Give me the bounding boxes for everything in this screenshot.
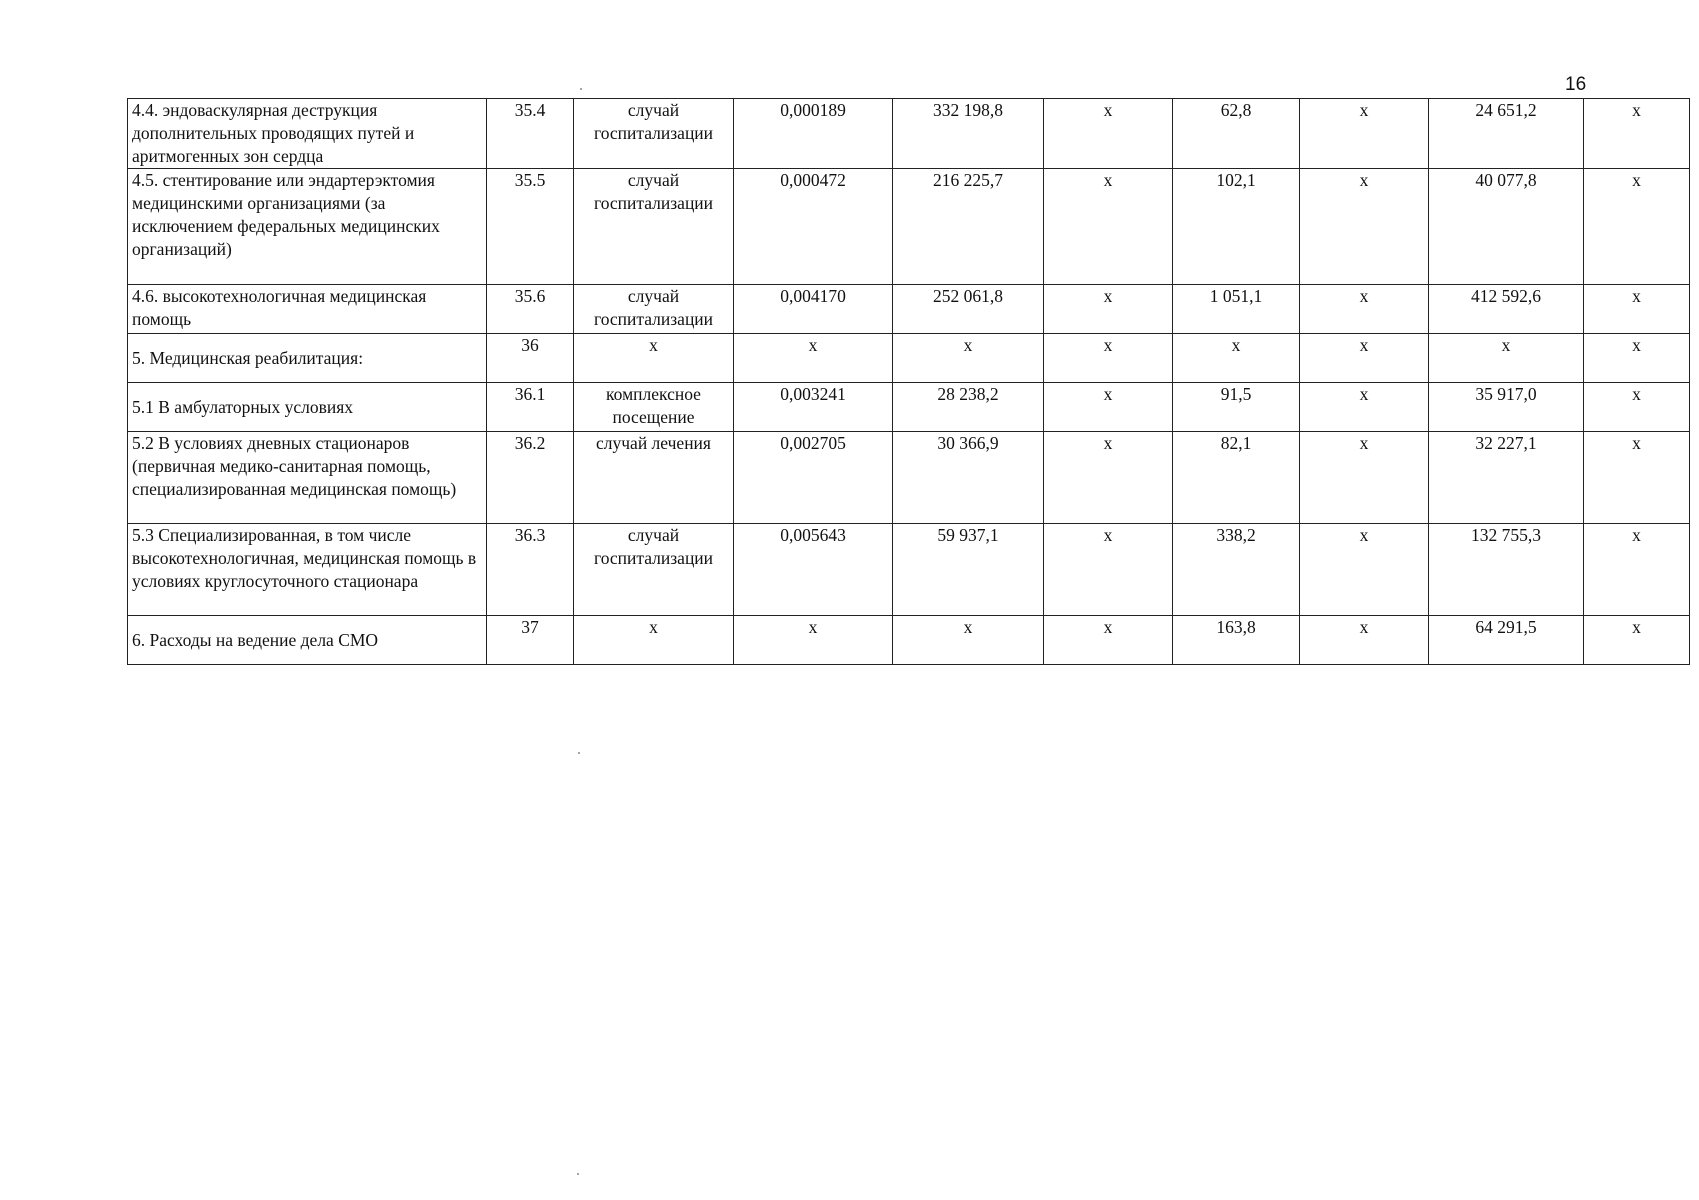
cell-cost: 28 238,2 [893,383,1044,432]
row-unit: случай госпитализации [574,285,734,334]
cell-col3: х [1044,383,1173,432]
row-unit: х [574,334,734,383]
cell-col5: х [1300,334,1429,383]
cell-col5: х [1300,432,1429,524]
row-unit: случай госпитализации [574,524,734,616]
cell-per-capita: 62,8 [1173,99,1300,169]
cell-col5: х [1300,169,1429,285]
cell-per-capita: 91,5 [1173,383,1300,432]
cell-norm: 0,002705 [734,432,893,524]
cell-norm: 0,003241 [734,383,893,432]
cell-per-capita: 338,2 [1173,524,1300,616]
cell-cost: 252 061,8 [893,285,1044,334]
cell-col7: х [1584,99,1690,169]
scan-speck [577,1173,579,1175]
cell-col5: х [1300,524,1429,616]
row-name: 5.2 В условиях дневных стационаров (первичная медико-санитарная помощь, специализированная медицинская помощь) [128,432,487,524]
cell-cost: х [893,334,1044,383]
scan-speck [580,88,582,90]
cell-col3: х [1044,99,1173,169]
cell-total: 64 291,5 [1429,616,1584,665]
cell-col3: х [1044,285,1173,334]
cell-per-capita: 1 051,1 [1173,285,1300,334]
cell-norm: х [734,616,893,665]
cell-per-capita: х [1173,334,1300,383]
table-row [128,334,1690,383]
cell-norm: 0,000472 [734,169,893,285]
data-table [127,98,1690,665]
cell-norm: 0,000189 [734,99,893,169]
row-code: 36 [487,334,574,383]
cell-col7: х [1584,383,1690,432]
row-code: 35.5 [487,169,574,285]
row-unit: случай лечения [574,432,734,524]
cell-col7: х [1584,334,1690,383]
cell-col5: х [1300,616,1429,665]
row-name: 5.3 Специализированная, в том числе высокотехнологичная, медицинская помощь в условиях круглосуточного стационара [128,524,487,616]
cell-total: х [1429,334,1584,383]
cell-col5: х [1300,383,1429,432]
cell-col7: х [1584,169,1690,285]
cell-norm: 0,005643 [734,524,893,616]
cell-col7: х [1584,432,1690,524]
cell-col7: х [1584,285,1690,334]
table-row [128,99,1690,169]
cell-total: 132 755,3 [1429,524,1584,616]
cell-total: 32 227,1 [1429,432,1584,524]
row-name: 6. Расходы на ведение дела СМО [128,616,487,665]
cell-col7: х [1584,616,1690,665]
cell-total: 40 077,8 [1429,169,1584,285]
cell-col3: х [1044,432,1173,524]
cell-total: 35 917,0 [1429,383,1584,432]
row-code: 36.2 [487,432,574,524]
cell-total: 412 592,6 [1429,285,1584,334]
cell-norm: 0,004170 [734,285,893,334]
row-unit: х [574,616,734,665]
cell-cost: 59 937,1 [893,524,1044,616]
cell-cost: 30 366,9 [893,432,1044,524]
row-name: 4.6. высокотехнологичная медицинская помощь [128,285,487,334]
row-unit: случай госпитализации [574,99,734,169]
row-code: 36.1 [487,383,574,432]
cell-cost: 332 198,8 [893,99,1044,169]
cell-col3: х [1044,334,1173,383]
table-row [128,432,1690,524]
cell-col3: х [1044,524,1173,616]
row-unit: случай госпитализации [574,169,734,285]
cell-col5: х [1300,99,1429,169]
cell-total: 24 651,2 [1429,99,1584,169]
cell-col5: х [1300,285,1429,334]
row-name: 4.4. эндоваскулярная деструкция дополнительных проводящих путей и аритмогенных зон сердца [128,99,487,169]
row-code: 35.6 [487,285,574,334]
page-number: 16 [1565,74,1587,95]
table-row [128,616,1690,665]
cell-col3: х [1044,169,1173,285]
row-name: 4.5. стентирование или эндартерэктомия медицинскими организациями (за исключением федеральных медицинских организаций) [128,169,487,285]
row-name: 5. Медицинская реабилитация: [128,334,487,383]
row-code: 37 [487,616,574,665]
cell-norm: х [734,334,893,383]
cell-per-capita: 82,1 [1173,432,1300,524]
table-row [128,383,1690,432]
table-row [128,524,1690,616]
row-name: 5.1 В амбулаторных условиях [128,383,487,432]
cell-cost: 216 225,7 [893,169,1044,285]
table-row [128,169,1690,285]
cell-per-capita: 163,8 [1173,616,1300,665]
cell-col7: х [1584,524,1690,616]
cell-col3: х [1044,616,1173,665]
row-code: 35.4 [487,99,574,169]
row-unit: комплексное посещение [574,383,734,432]
cell-cost: х [893,616,1044,665]
row-code: 36.3 [487,524,574,616]
table-row [128,285,1690,334]
cell-per-capita: 102,1 [1173,169,1300,285]
scan-speck [578,752,580,754]
